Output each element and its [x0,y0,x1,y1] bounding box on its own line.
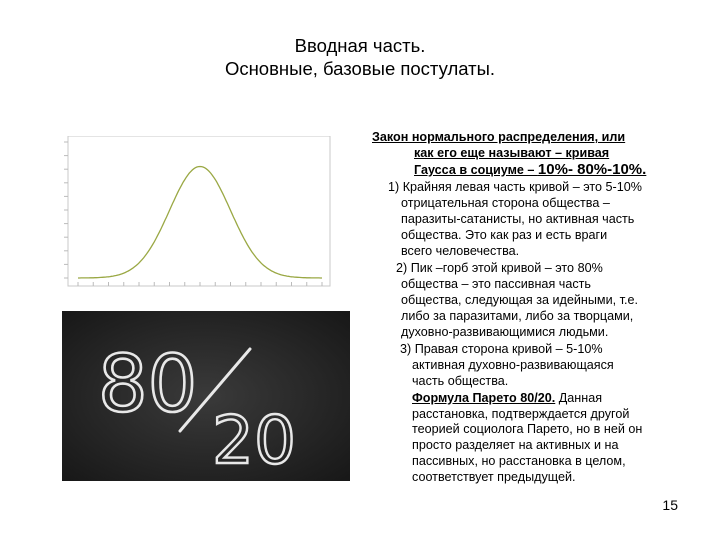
title-line-1: Вводная часть. [294,35,426,56]
chalk-number-20: 20 [212,402,296,479]
chalk-number-80: 80 [98,340,198,430]
item-1-head: 1) Крайняя левая часть кривой – это 5-10% [388,180,642,195]
item-2-line: духовно-развивающимися людьми. [401,324,609,339]
item-1-line: отрицательная сторона общества – [401,196,610,211]
body-text [372,130,702,486]
item-2-head: 2) Пик –горб этой кривой – это 80% [396,261,603,276]
item-2-line: общества, следующая за идейными, т.е. [401,292,638,307]
law-line-1: Закон нормального распределения, или [372,130,626,144]
chart-frame [68,136,330,286]
item-1-line: паразиты-сатанисты, но активная часть [401,211,635,226]
pareto-line: теорией социолога Парето, но в ней он [412,422,643,437]
list-item [372,261,702,340]
list-item [372,342,702,389]
gaussian-chart [56,136,336,296]
normal-distribution-law [372,130,702,178]
item-3-line: активная духовно-развивающаяся [412,358,614,373]
pareto-line: расстановка, подтверждается другой [412,406,630,421]
pareto-paragraph [372,391,702,486]
pareto-line: пассивных, но расстановка в целом, [412,453,626,468]
law-line-2: как его еще называют – кривая [414,145,610,160]
item-3-head: 3) Правая сторона кривой – 5-10% [400,342,603,357]
pareto-line: просто разделяет на активных и на [412,438,619,453]
pareto-line: соответствует предыдущей. [412,469,576,484]
pareto-lead [412,391,702,407]
chalkboard-image [62,311,350,481]
list-item [372,180,702,259]
law-percentages: 10%- 80%-10%. [537,160,647,178]
item-2-line: либо за паразитами, либо за творцами, [401,308,634,323]
law-line-3-start: Гаусса в социуме – [414,162,538,177]
pareto-formula: Формула Парето 80/20. [412,390,556,405]
pareto-after: Данная [555,390,603,405]
slide-title [0,34,720,80]
law-line-3 [372,162,702,179]
item-2-line: общества – это пассивная часть [401,277,591,292]
page-number: 15 [662,497,678,513]
chalkboard-drawing [62,311,350,481]
item-1-line: всего человечества. [401,243,520,258]
item-3-line: часть общества. [412,373,509,388]
item-1-line: общества. Это как раз и есть враги [401,227,608,242]
title-line-2: Основные, базовые постулаты. [224,58,496,79]
